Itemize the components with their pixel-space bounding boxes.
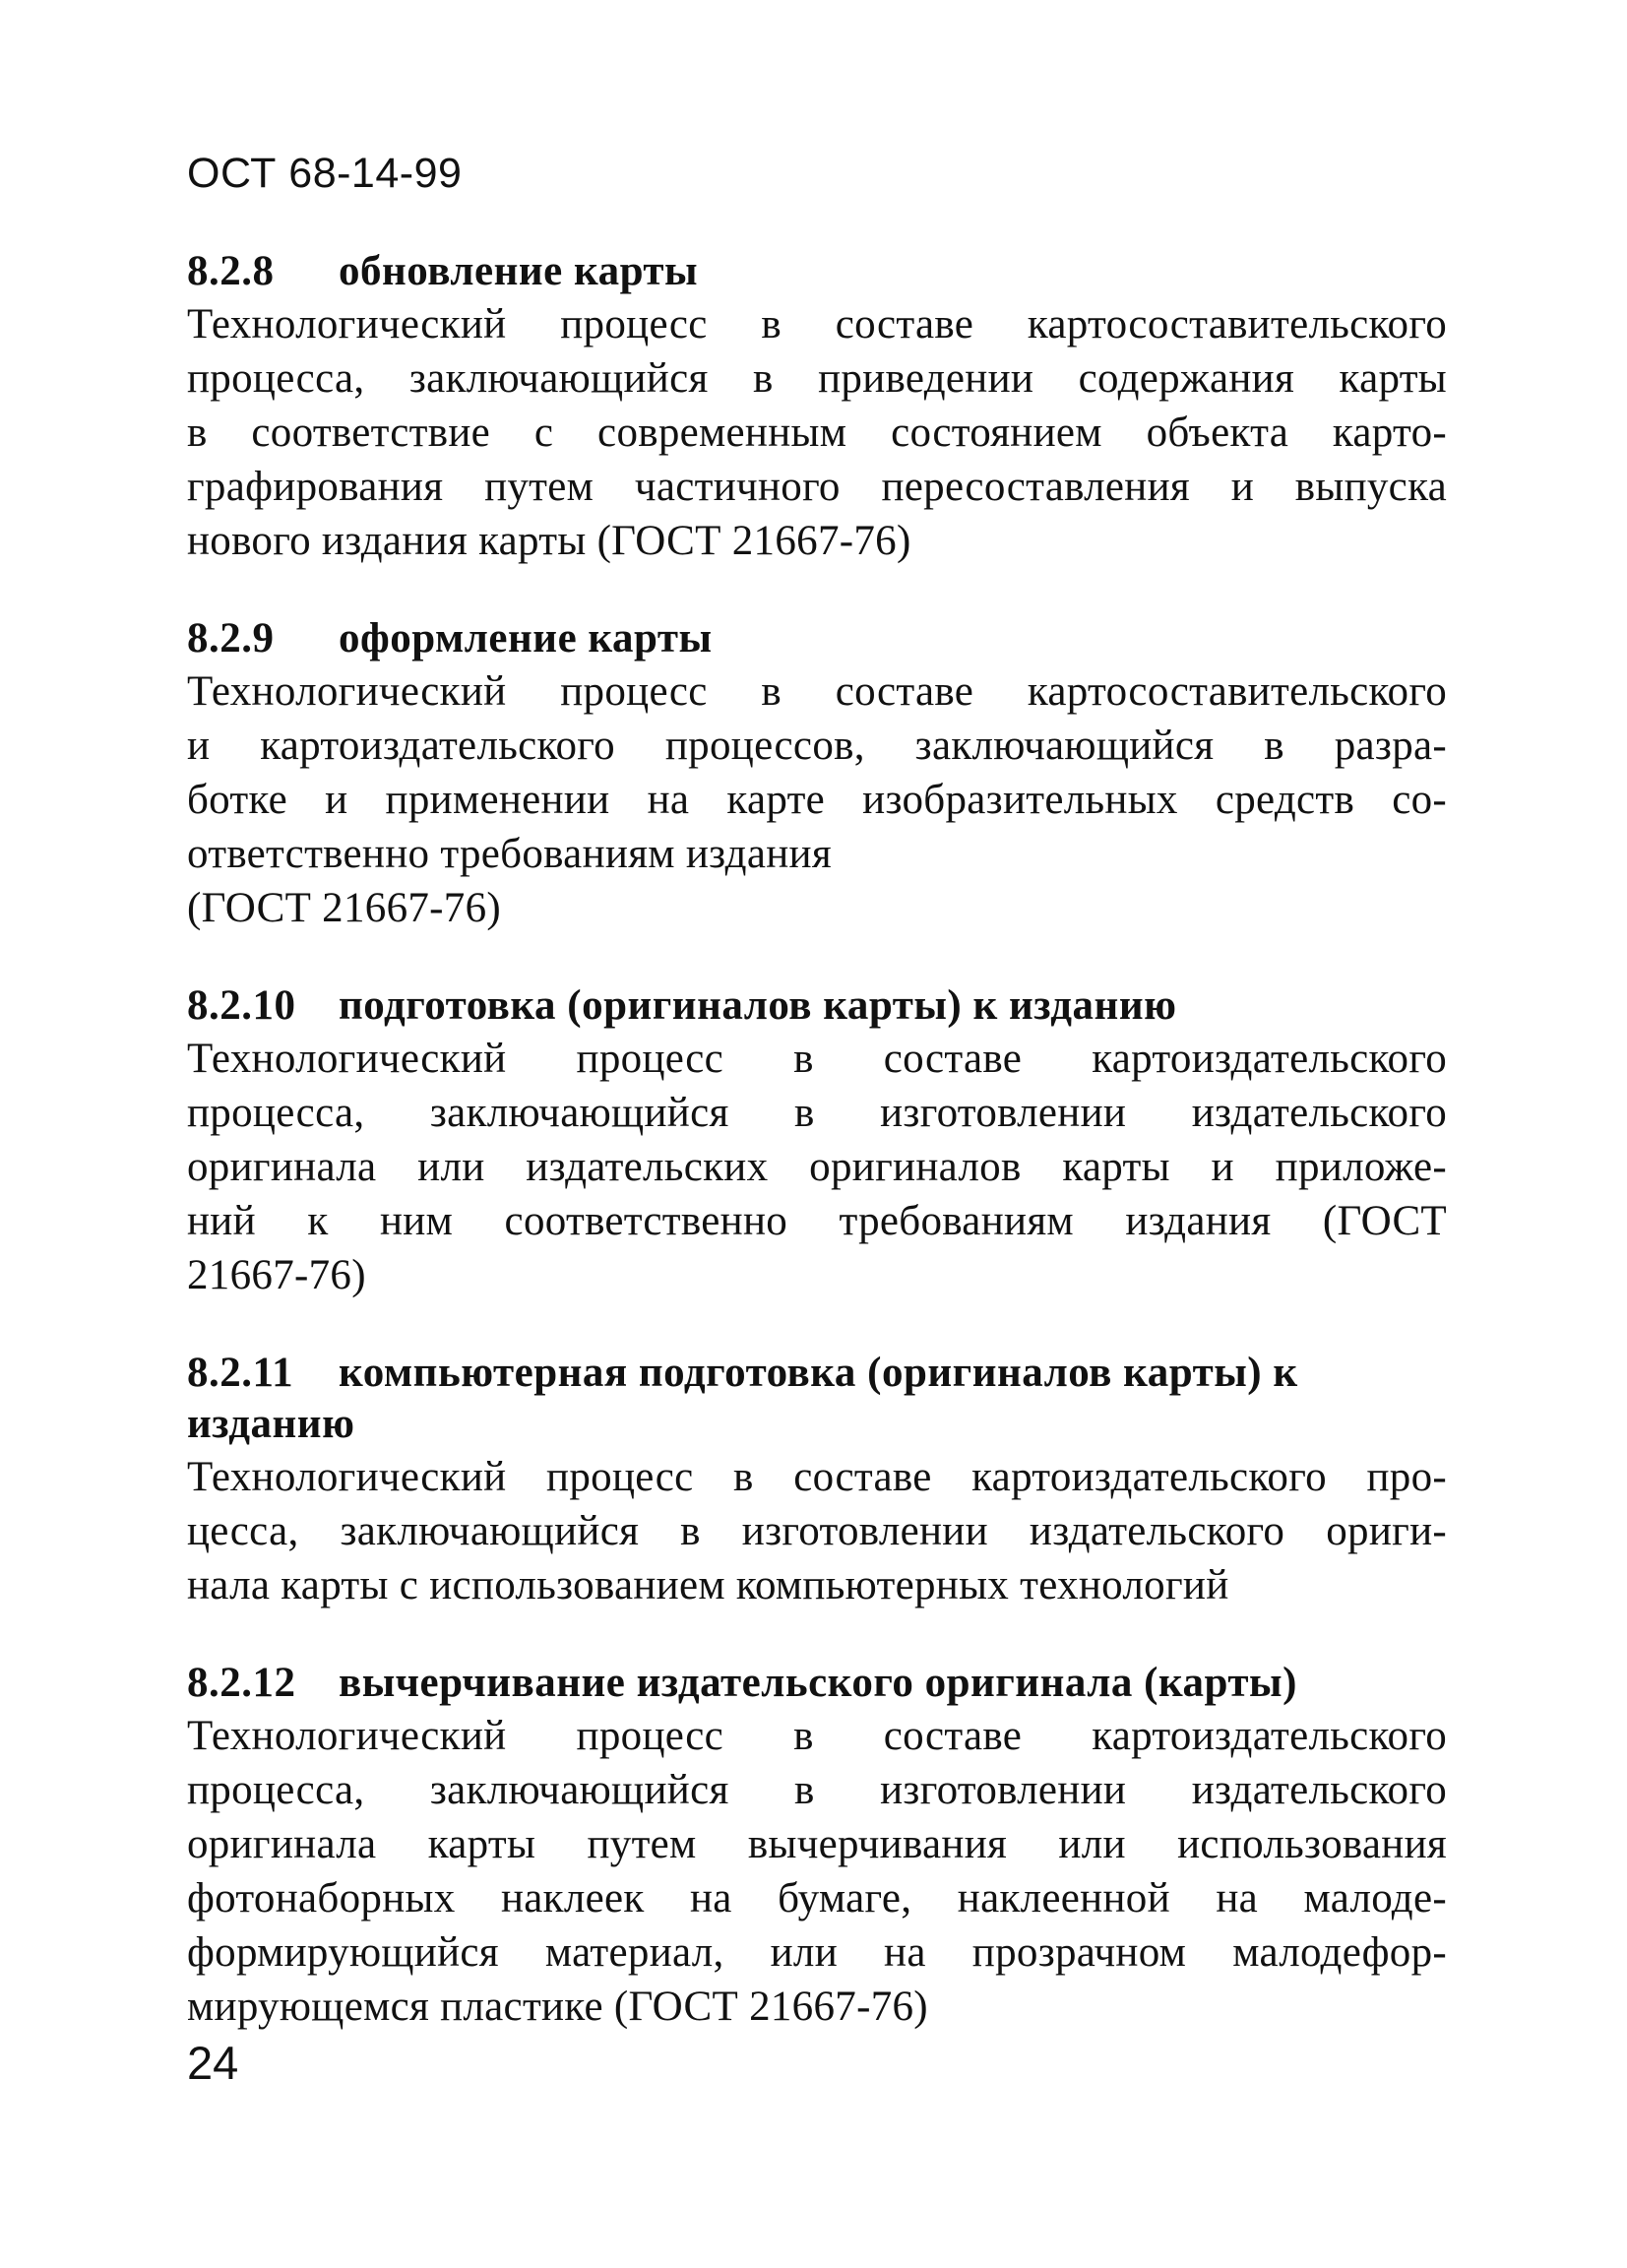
term-8-2-11	[187, 1348, 1447, 1612]
definition-line: процесса, заключающийся в изготовлении издательского	[187, 1090, 1447, 1136]
definition-line: формирующийся материал, или на прозрачном малодефор-	[187, 1929, 1447, 1976]
term-definition	[187, 1032, 1447, 1302]
definition-line: Технологический процесс в составе картоиздательского	[187, 1713, 1447, 1759]
term-8-2-9	[187, 613, 1447, 935]
term-number: 8.2.9	[187, 615, 275, 662]
term-heading	[187, 613, 1447, 664]
definition-line: мирующемся пластике (ГОСТ 21667-76)	[187, 1984, 928, 2030]
term-8-2-8	[187, 246, 1447, 568]
definition-line: ответственно требованиям издания	[187, 831, 832, 877]
definition-line: Технологический процесс в составе картосоставительского	[187, 668, 1447, 715]
page-number: 24	[187, 2037, 239, 2089]
term-8-2-12	[187, 1658, 1447, 2034]
definition-line: ботке и применении на карте изобразительных средств со-	[187, 777, 1447, 823]
term-title: компьютерная подготовка (оригиналов карты) к	[339, 1350, 1298, 1396]
term-number: 8.2.8	[187, 248, 275, 294]
definition-line: цесса, заключающийся в изготовлении издательского ориги-	[187, 1508, 1447, 1554]
definition-line: оригинала или издательских оригиналов карты и приложе-	[187, 1144, 1447, 1190]
term-heading	[187, 246, 1447, 297]
term-definition	[187, 1709, 1447, 2034]
term-definition	[187, 1450, 1447, 1612]
term-heading-continuation: изданию	[187, 1401, 355, 1447]
definition-line: нового издания карты (ГОСТ 21667-76)	[187, 518, 911, 564]
term-number: 8.2.12	[187, 1660, 296, 1706]
document-code: ОСТ 68-14-99	[187, 150, 463, 197]
term-heading	[187, 1658, 1447, 1709]
definition-line: процесса, заключающийся в изготовлении издательского	[187, 1767, 1447, 1813]
definition-line: и картоиздательского процессов, заключающийся в разра-	[187, 723, 1447, 769]
definition-line: ний к ним соответственно требованиям издания (ГОСТ	[187, 1198, 1447, 1244]
term-8-2-10	[187, 980, 1447, 1302]
term-title: оформление карты	[339, 615, 713, 662]
term-number: 8.2.11	[187, 1350, 294, 1396]
definition-line: (ГОСТ 21667-76)	[187, 885, 502, 931]
definition-line: Технологический процесс в составе картоиздательского	[187, 1036, 1447, 1082]
term-definition	[187, 664, 1447, 935]
definition-line: в соответствие с современным состоянием объекта карто-	[187, 410, 1447, 456]
definition-line: Технологический процесс в составе картоиздательского про-	[187, 1454, 1447, 1500]
definition-line: 21667-76)	[187, 1252, 366, 1298]
term-number: 8.2.10	[187, 982, 296, 1029]
term-title: обновление карты	[339, 248, 699, 294]
term-title: подготовка (оригиналов карты) к изданию	[339, 982, 1177, 1029]
term-heading	[187, 1348, 1447, 1399]
definition-line: фотонаборных наклеек на бумаге, наклеенной на малоде-	[187, 1875, 1447, 1922]
term-heading	[187, 980, 1447, 1032]
definition-line: Технологический процесс в составе картосоставительского	[187, 301, 1447, 347]
definition-line: нала карты с использованием компьютерных технологий	[187, 1562, 1229, 1608]
definition-line: процесса, заключающийся в приведении содержания карты	[187, 355, 1447, 402]
term-title: вычерчивание издательского оригинала (карты)	[339, 1660, 1297, 1706]
term-definition	[187, 297, 1447, 568]
definition-line: графирования путем частичного пересоставления и выпуска	[187, 464, 1447, 510]
definition-line: оригинала карты путем вычерчивания или использования	[187, 1821, 1447, 1867]
document-page	[187, 148, 1447, 2079]
